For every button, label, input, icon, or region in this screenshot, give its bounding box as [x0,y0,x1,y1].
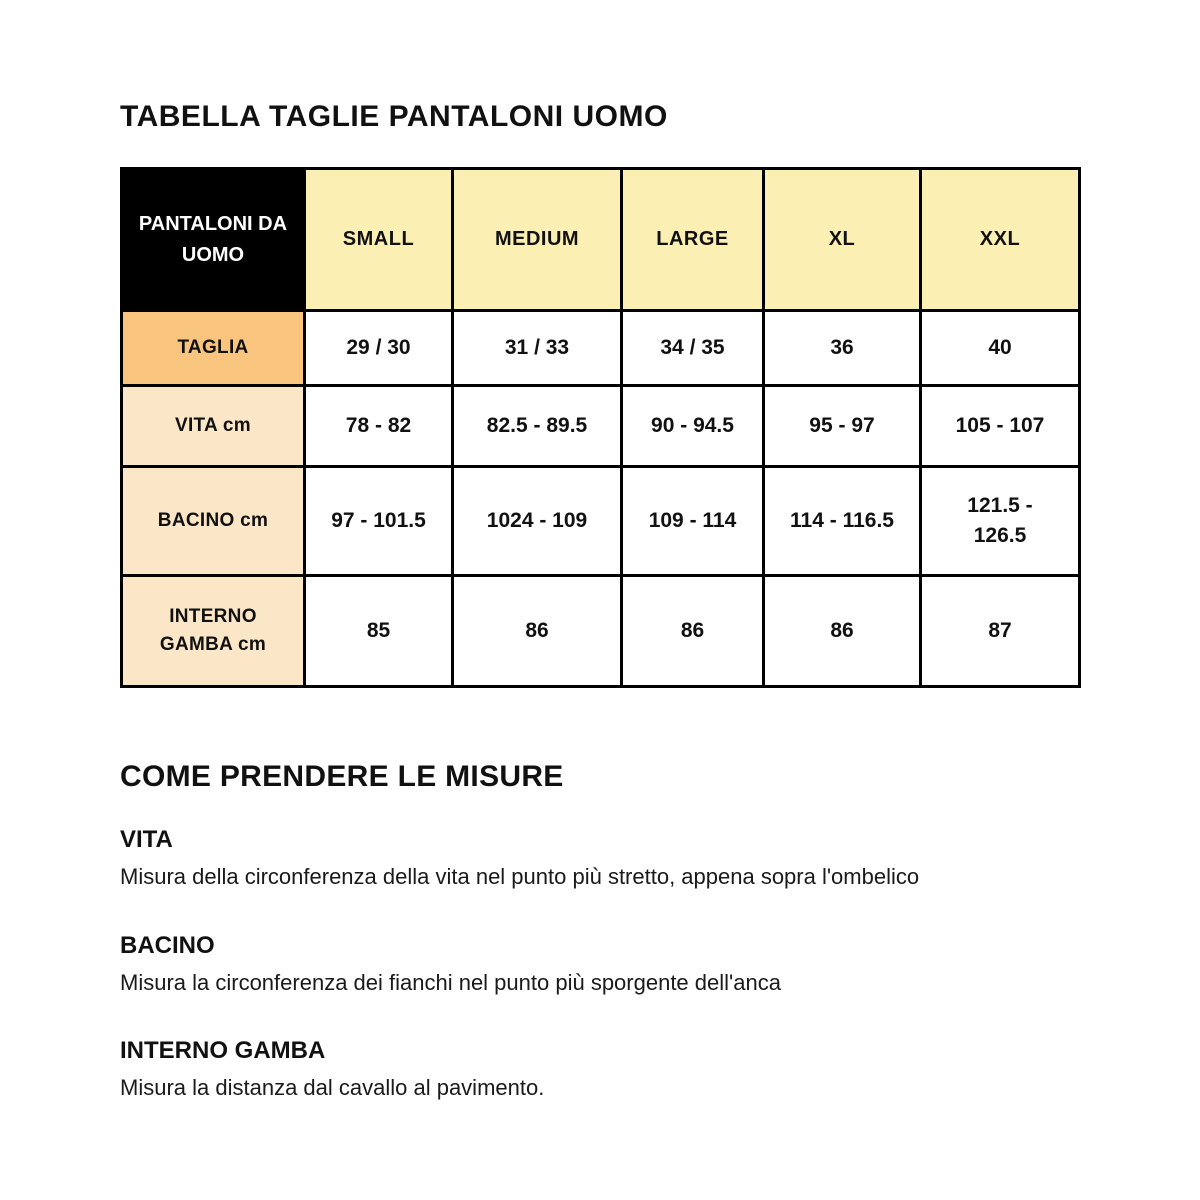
column-header-medium: MEDIUM [453,169,622,311]
row-header-taglia: TAGLIA [122,311,305,386]
table-cell: 1024 - 109 [453,467,622,576]
size-table [120,167,1081,688]
column-header-xl: XL [764,169,921,311]
table-cell: 121.5 - 126.5 [921,467,1080,576]
measure-guide [120,760,1080,1103]
row-header-interno-gamba: INTERNO GAMBA cm [122,576,305,687]
guide-text-bacino: Misura la circonferenza dei fianchi nel punto più sporgente dell'anca [120,969,781,995]
table-cell: 31 / 33 [453,311,622,386]
table-cell: 34 / 35 [622,311,764,386]
table-cell: 87 [921,576,1080,687]
table-cell: 86 [764,576,921,687]
guide-text-interno-gamba: Misura la distanza dal cavallo al pavimento. [120,1075,545,1101]
page-title: TABELLA TAGLIE PANTALONI UOMO [120,100,668,133]
table-corner-cell: PANTALONI DA UOMO [122,169,305,311]
table-header-row [122,169,1080,311]
guide-heading-vita: VITA [120,826,173,853]
table-cell: 86 [453,576,622,687]
guide-section-interno-gamba [120,1037,1080,1103]
guide-heading-interno-gamba: INTERNO GAMBA [120,1037,326,1065]
table-cell: 109 - 114 [622,467,764,576]
row-header-vita: VITA cm [122,386,305,467]
table-row-vita [122,386,1080,467]
table-cell: 29 / 30 [305,311,453,386]
table-row-taglia [122,311,1080,386]
table-cell: 95 - 97 [764,386,921,467]
column-header-xxl: XXL [921,169,1080,311]
guide-section-bacino [120,932,1080,998]
table-cell: 90 - 94.5 [622,386,764,467]
table-cell: 114 - 116.5 [764,467,921,576]
column-header-large: LARGE [622,169,764,311]
table-cell: 85 [305,576,453,687]
table-cell: 105 - 107 [921,386,1080,467]
guide-section-vita [120,826,1080,892]
table-cell: 40 [921,311,1080,386]
guide-text-vita: Misura della circonferenza della vita nel punto più stretto, appena sopra l'ombelico [120,864,920,889]
table-cell: 82.5 - 89.5 [453,386,622,467]
table-cell: 36 [764,311,921,386]
table-row-bacino [122,467,1080,576]
guide-title: COME PRENDERE LE MISURE [120,760,564,793]
row-header-bacino: BACINO cm [122,467,305,576]
table-cell: 86 [622,576,764,687]
table-row-interno-gamba [122,576,1080,687]
table-cell: 78 - 82 [305,386,453,467]
column-header-small: SMALL [305,169,453,311]
guide-heading-bacino: BACINO [120,931,215,959]
table-cell: 97 - 101.5 [305,467,453,576]
